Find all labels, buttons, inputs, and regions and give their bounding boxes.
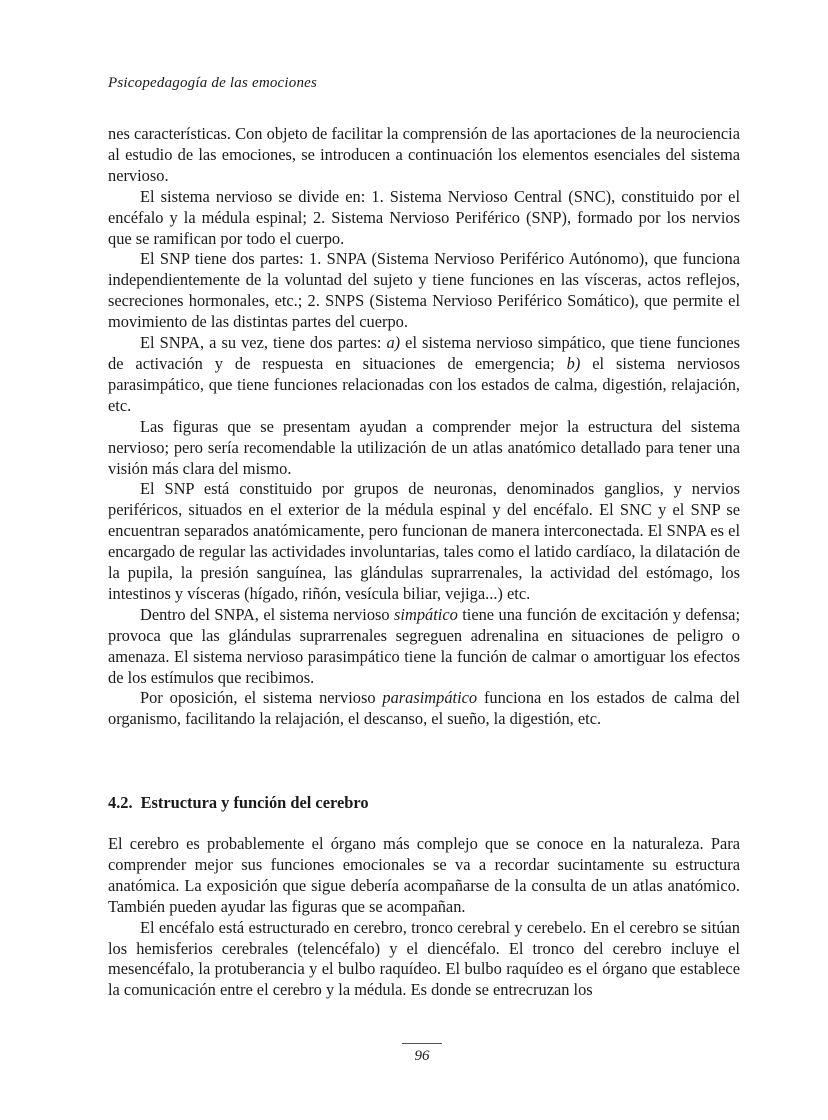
- paragraph-text: tiene una función de excitación y defensa; provoca que las glándulas suprarrenales segreguen adrenalina en situaciones de peligro o amenaza. El sistema nervioso parasimpático tiene la función de calmar o amortiguar los efectos de los estímulos que recibimos.: [108, 604, 740, 687]
- section-heading: [108, 793, 369, 813]
- section-title: Estructura y función del cerebro: [140, 793, 369, 812]
- section-body-block: [108, 834, 740, 1001]
- paragraph-text: funciona en los estados de calma del organismo, facilitando la relajación, el descanso, el sueño, la digestión, etc.: [108, 688, 740, 729]
- footer-rule: [402, 1043, 442, 1044]
- section-number: 4.2.: [108, 793, 133, 812]
- paragraph-text: Por oposición, el sistema nervioso: [140, 688, 383, 708]
- paragraph: El encéfalo está estructurado en cerebro, tronco cerebral y cerebelo. En el cerebro se sitúan los hemisferios cerebrales (telencéfalo) y el diencéfalo. El tronco del cerebro incluye el mesencéfalo, la protuberancia y el bulbo raquídeo. El bulbo raquídeo es el órgano que establece la comunicación entre el cerebro y la médula. Es donde se entrecruzan los: [108, 917, 740, 1000]
- paragraph-text: Dentro del SNPA, el sistema nervioso: [140, 604, 395, 624]
- body-text-block: [108, 124, 740, 730]
- paragraph: El sistema nervioso se divide en: 1. Sistema Nervioso Central (SNC), constituido por el encéfalo y la médula espinal; 2. Sistema Nervioso Periférico (SNP), formado por los nervios que se ramifican por todo el cuerpo.: [108, 186, 740, 248]
- paragraph: nes características. Con objeto de facilitar la comprensión de las aportaciones de la neurociencia al estudio de las emociones, se introducen a continuación los elementos esenciales del sistema nervioso.: [108, 124, 740, 185]
- emphasis-term: parasimpático: [382, 688, 478, 708]
- running-header: Psicopedagogía de las emociones: [108, 75, 318, 91]
- list-marker: b): [566, 353, 581, 373]
- list-marker: a): [386, 333, 401, 353]
- paragraph: El SNP está constituido por grupos de neuronas, denominados ganglios, y nervios periféricos, situados en el exterior de la médula espinal y del encéfalo. El SNC y el SNP se encuentran separados anatómicamente, pero funcionan de manera interconectada. El SNPA es el encargado de regular las actividades involuntarias, tales como el latido cardíaco, la dilatación de la pupila, la presión sanguínea, las glándulas suprarrenales, la actividad del estómago, los intestinos y vísceras (hígado, riñón, vesícula biliar, vejiga...) etc.: [108, 479, 740, 603]
- paragraph: El cerebro es probablemente el órgano más complejo que se conoce en la naturaleza. Para comprender mejor sus funciones emocionales se va a recordar sucintamente su estructura anatómica. La exposición que sigue debería acompañarse de la consulta de un atlas anatómico. También pueden ayudar las figuras que se acompañan.: [108, 834, 740, 916]
- paragraph: [108, 688, 740, 730]
- paragraph: [108, 333, 740, 417]
- paragraph: [108, 605, 740, 689]
- paragraph: El SNP tiene dos partes: 1. SNPA (Sistema Nervioso Periférico Autónomo), que funciona independientemente de la voluntad del sujeto y tiene funciones en las vísceras, actos reflejos, secreciones hormonales, etc.; 2. SNPS (Sistema Nervioso Periférico Somático), que permite el movimiento de las distintas partes del cuerpo.: [108, 249, 740, 332]
- paragraph-text: El SNPA, a su vez, tiene dos partes:: [140, 333, 387, 353]
- paragraph-text: el sistema nerviosos parasimpático, que tiene funciones relacionadas con los estados de calma, digestión, relajación, etc.: [108, 353, 740, 415]
- emphasis-term: simpático: [394, 604, 458, 624]
- paragraph-text: el sistema nervioso simpático, que tiene funciones de activación y de respuesta en situaciones de emergencia;: [108, 333, 740, 373]
- page-number: 96: [414, 1048, 430, 1064]
- paragraph: Las figuras que se presentam ayudan a comprender mejor la estructura del sistema nervioso; pero sería recomendable la utilización de un atlas anatómico detallado para tener una visión más clara del mismo.: [108, 416, 740, 478]
